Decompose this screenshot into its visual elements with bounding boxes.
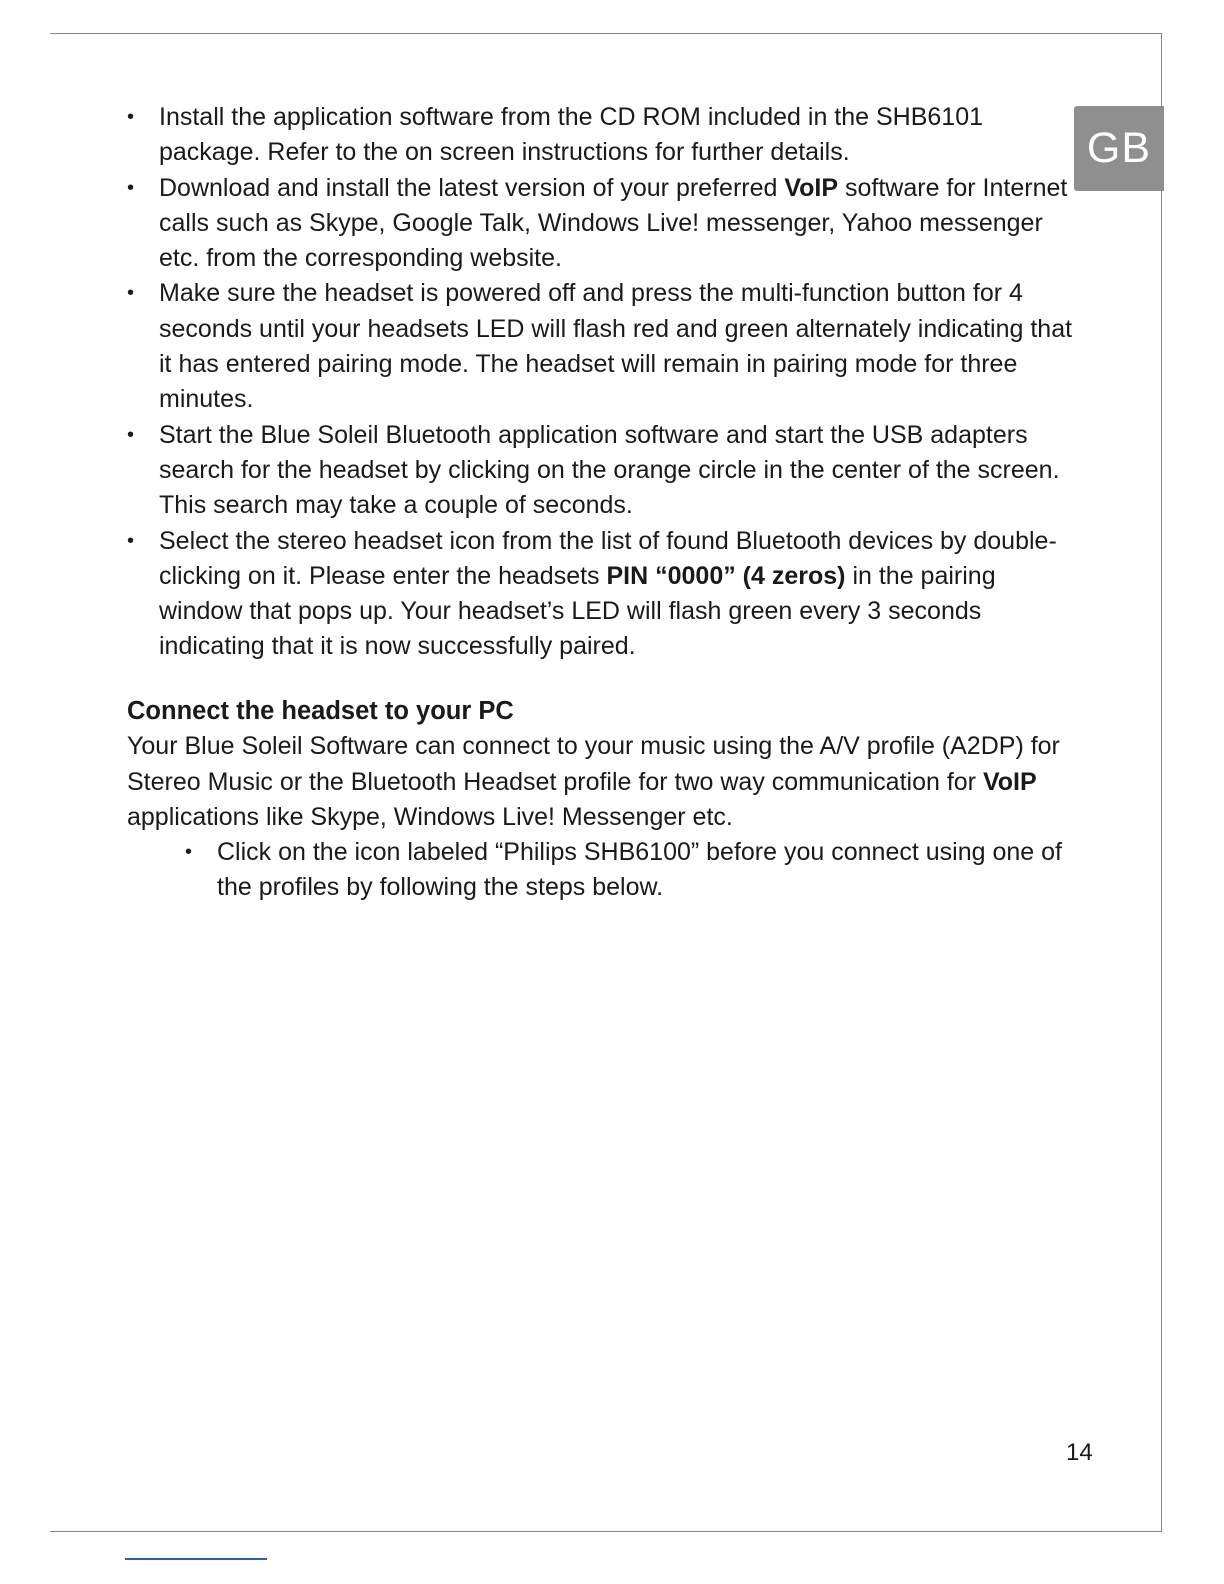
- language-tab: GB: [1074, 106, 1164, 191]
- section-paragraph: [127, 729, 1077, 835]
- page-number: 14: [1066, 1439, 1093, 1466]
- section-heading: Connect the headset to your PC: [127, 696, 514, 725]
- list-item-text-end: software for Internet calls such as Skype, Google Talk, Windows Live! messenger, Yahoo messenger etc. from the corresponding website.: [159, 173, 1068, 273]
- section-paragraph-bold-text: VoIP: [982, 767, 1037, 796]
- connect-steps-list: [127, 835, 1077, 906]
- page-border-bottom: [50, 1531, 1162, 1532]
- list-item-start-search: [127, 418, 1077, 524]
- list-item-text-end: in the pairing window that pops up. Your headset’s LED will flash green every 3 seconds indicating that it is now successfully paired.: [159, 561, 996, 661]
- list-item-bold-text: VoIP: [784, 173, 839, 202]
- bullet-icon: •: [127, 423, 135, 446]
- section-paragraph-text-end: applications like Skype, Windows Live! Messenger etc.: [127, 802, 733, 831]
- section-paragraph-text-start: Your Blue Soleil Software can connect to your music using the A/V profile (A2DP) for Stereo Music or the Bluetooth Headset profile for two way communication for: [127, 732, 1060, 796]
- bullet-icon: •: [185, 841, 193, 864]
- footer-accent-line: [125, 1558, 267, 1560]
- page-border-top: [50, 33, 1162, 34]
- list-item-install-voip: [127, 171, 1077, 277]
- list-item-text-start: Select the stereo headset icon from the list of found Bluetooth devices by double-clicking on it. Please enter the headsets: [159, 526, 1057, 590]
- bullet-icon: •: [127, 529, 135, 552]
- list-item-bold-text: PIN “0000” (4 zeros): [606, 561, 846, 590]
- list-item-install-software: [127, 100, 1077, 171]
- list-item-select-headset: [127, 524, 1077, 665]
- list-item-text: Start the Blue Soleil Bluetooth application software and start the USB adapters search for the headset by clicking on the orange circle in the center of the screen. This search may take a couple of seconds.: [159, 420, 1060, 520]
- list-item-pairing-mode: [127, 276, 1077, 417]
- list-item-text: Make sure the headset is powered off and press the multi-function button for 4 seconds until your headsets LED will flash red and green alternately indicating that it has entered pairing mode. The headset will remain in pairing mode for three minutes.: [159, 279, 1073, 414]
- bullet-icon: •: [127, 176, 135, 199]
- list-item-text: Install the application software from the CD ROM included in the SHB6101 package. Refer to the on screen instructions for further details.: [159, 103, 984, 167]
- list-item-text: Click on the icon labeled “Philips SHB6100” before you connect using one of the profiles by following the steps below.: [217, 838, 1062, 902]
- bullet-icon: •: [127, 282, 135, 305]
- bullet-icon: •: [127, 106, 135, 128]
- list-item-click-icon: [185, 835, 1077, 906]
- page-content: [127, 100, 1077, 906]
- page-border-right: [1161, 33, 1162, 1532]
- setup-steps-list: [127, 100, 1077, 665]
- list-item-text-start: Download and install the latest version of your preferred: [159, 173, 785, 202]
